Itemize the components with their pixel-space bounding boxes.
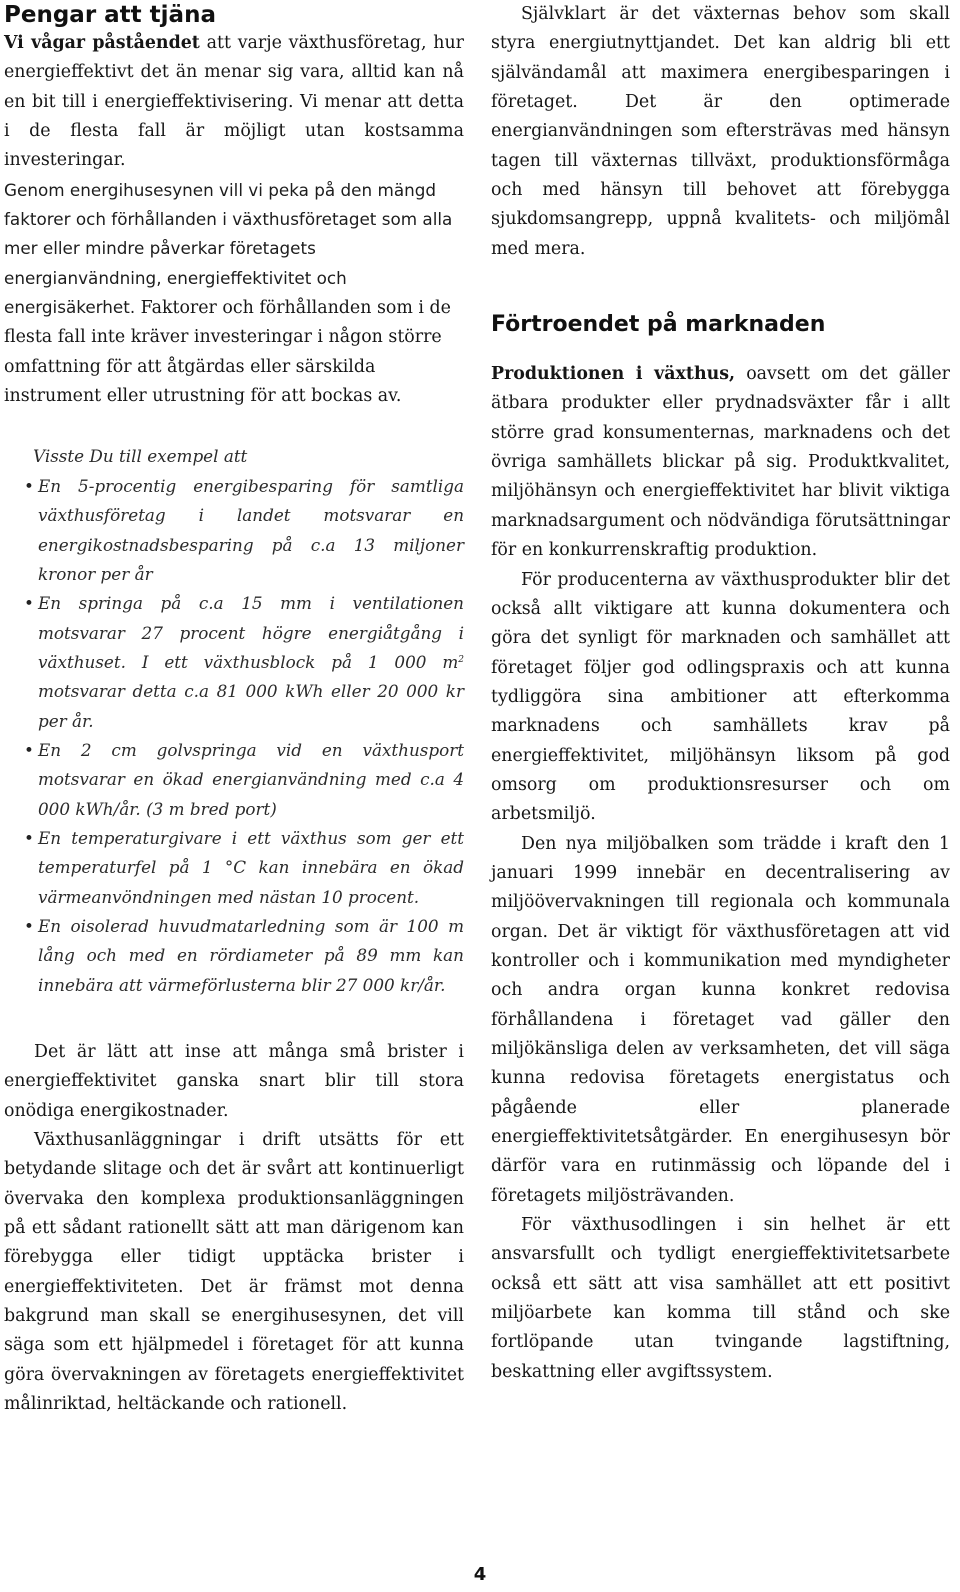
bullet-icon: • bbox=[24, 593, 34, 614]
bullet-item bbox=[24, 824, 464, 912]
section-heading-pengar: Pengar att tjäna bbox=[4, 2, 216, 28]
bullet-icon: • bbox=[24, 475, 34, 496]
bullet-icon: • bbox=[24, 915, 34, 936]
paragraph-brister: Det är lätt att inse att många små brister i energieffektivitet ganska snart blir till stora onödiga energikostnader. bbox=[4, 1042, 464, 1121]
visste-title: Visste Du till exempel att bbox=[33, 446, 248, 467]
bullet-text: En 5-procentig energibesparing för samtliga växthusföretag i landet motsvarar en energikostnadsbesparing på c.a 13 miljoner kronor per år bbox=[38, 475, 464, 584]
bullet-text: En springa på c.a 15 mm i ventilationen motsvarar 27 procent högre energiåtgång i växthuset. I ett växthusblock på 1 000 m bbox=[38, 593, 464, 672]
paragraph-vaxthusodlingen: För växthusodlingen i sin helhet är ett ansvarsfullt och tydligt energieffektivitetsarbete också ett sätt att visa samhället att ett positivt miljöarbete kan komma till stånd och ske fortlöpande utan tvingande lagstiftning, beskattning eller avgiftssystem. bbox=[491, 1215, 950, 1382]
spacer bbox=[4, 411, 464, 442]
paragraph-produktionen bbox=[491, 360, 950, 565]
left-column bbox=[4, 0, 464, 1419]
bullet-item bbox=[24, 589, 464, 736]
bullet-text: En temperaturgivare i ett växthus som ger ett temperaturfel på 1 °C kan innebära en ökad värmeanvöndningen med nästan 10 procent. bbox=[38, 827, 464, 907]
bullet-icon: • bbox=[24, 827, 34, 848]
superscript-2: 2 bbox=[458, 654, 464, 665]
bullet-item bbox=[24, 472, 464, 589]
bullet-item bbox=[24, 912, 464, 1000]
bullet-text-tail: motsvarar detta c.a 81 000 kWh eller 20 000 kr per år. bbox=[38, 681, 464, 731]
intro-lead: Vi vågar påståendet bbox=[4, 33, 200, 53]
produktionen-rest: oavsett om det gäller ätbara produkter eller prydnadsväxter får i allt större grad konsumenternas, marknadens och det övriga samhällets blickar på sig. Produktkvalitet, miljöhänsyn och energieffektivitet har blivit viktiga marknadsargument och nödvändiga förutsättningar för en konkurrenskraftig produktion. bbox=[491, 364, 950, 561]
spacer bbox=[4, 1000, 464, 1038]
intro-paragraph bbox=[4, 29, 464, 176]
visste-bullet-list bbox=[4, 472, 464, 1000]
bullet-icon: • bbox=[24, 739, 34, 760]
paragraph-sjalvklart: Självklart är det växternas behov som skall styra energiutnyttjandet. Det kan aldrig bli ett självändamål att maximera energibesparingen i företaget. Det är den optimerade energianvändningen som eftersträvas med hänsyn tagen till växternas tillväxt, produktionsförmåga och med hänsyn till behovet att förebygga sjukdomsangrepp, uppnå kvalitets- och miljömål med mera. bbox=[491, 4, 950, 259]
energihusesyn-tail-text: Faktorer och förhållanden som i de flesta fall inte kräver investeringar i någon större omfattning för att åtgärdas eller särskilda instrument eller utrustning för att bockas av. bbox=[4, 298, 451, 407]
energihusesyn-paragraph bbox=[4, 180, 452, 317]
energihusesyn-sans-text: Genom energihusesynen vill vi peka på den mängd faktorer och förhållanden i växthusföretaget som alla mer eller mindre påverkar företagets energianvändning, energieffektivitet och energisäkerhet. bbox=[4, 179, 453, 318]
right-column bbox=[491, 0, 950, 1387]
section-heading-fortroendet: Förtroendet på marknaden bbox=[491, 312, 826, 338]
paragraph-producenterna: För producenterna av växthusprodukter blir det också allt viktigare att kunna dokumentera och göra det synligt för marknaden och samhället att företaget följer god odlingspraxis och att kunna tydliggöra sina ambitioner att efterkomma marknadens och samhällets krav på energieffektivitet, miljöhänsyn liksom på god omsorg om produktionsresurser och om arbetsmiljö. bbox=[491, 569, 950, 825]
produktionen-lead: Produktionen i växthus, bbox=[491, 364, 736, 385]
intro-rest: att varje växthusföretag, hur energieffektivt det än menar sig vara, alltid kan nå en bit till i energieffektivisering. Vi menar att detta i de flesta fall är möjligt utan kostsamma investeringar. bbox=[4, 33, 464, 171]
paragraph-miljobalken: Den nya miljöbalken som trädde i kraft den 1 januari 1999 innebär en decentralisering av miljöövervakningen till regionala och kommunala organ. Det är viktigt för växthusföretagen att vid kontroller och i kommunikation med myndigheter och andra organ kunna konkret redovisa förhållandena i företaget vad gäller den miljökänsliga delen av verksamheten, det vill säga kunna redovisa företagets energistatus och pågående eller planerade energieffektivitetsåtgärder. En energihusesyn bör därför vara en rutinmässig och löpande del i företagets miljösträvanden. bbox=[491, 833, 950, 1206]
paragraph-vaxthusanlaggningar: Växthusanläggningar i drift utsätts för ett betydande slitage och det är svårt att kontinuerligt övervaka den komplexa produktionsanläggningen på ett sådant rationellt sätt att man därigenom kan förebygga eller tidigt upptäcka brister i energieffektiviteten. Det är främst mot denna bakgrund man skall se energihusesynen, det vill säga som ett hjälpmedel i företaget för att kunna göra övervakningen av företagets energieffektivitet målinriktad, heltäckande och rationell. bbox=[4, 1130, 464, 1415]
bullet-text: En 2 cm golvspringa vid en växthusport motsvarar en ökad energianvändning med c.a 4 000 kWh/år. (3 m bred port) bbox=[38, 739, 464, 819]
page-number: 4 bbox=[473, 1564, 487, 1585]
bullet-text: En oisolerad huvudmatarledning som är 100 m lång och med en rördiameter på 89 mm kan innebära att värmeförlusterna blir 27 000 kr/år. bbox=[38, 915, 464, 995]
bullet-item bbox=[24, 736, 464, 824]
